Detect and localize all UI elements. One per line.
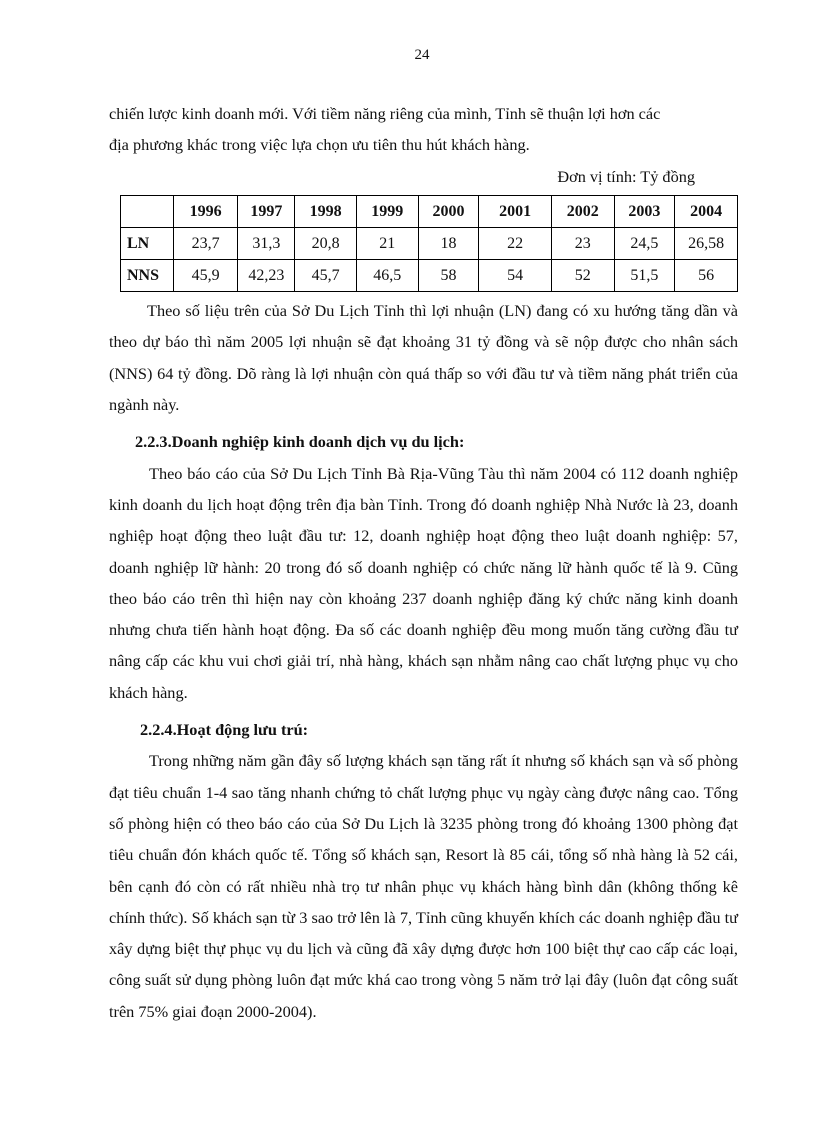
table-cell: 22 bbox=[479, 228, 552, 260]
table-cell: 51,5 bbox=[614, 260, 675, 292]
table-cell: 24,5 bbox=[614, 228, 675, 260]
table-row bbox=[121, 228, 738, 260]
table-cell: 21 bbox=[356, 228, 418, 260]
year-header: 2002 bbox=[551, 195, 614, 227]
table-cell: 54 bbox=[479, 260, 552, 292]
year-header: 1996 bbox=[173, 195, 238, 227]
table-header-row bbox=[121, 195, 738, 227]
table-cell: 42,23 bbox=[238, 260, 295, 292]
year-header: 2001 bbox=[479, 195, 552, 227]
table-cell: 56 bbox=[675, 260, 738, 292]
profit-table bbox=[120, 195, 738, 292]
row-label-ln: LN bbox=[121, 228, 174, 260]
year-header: 1998 bbox=[295, 195, 357, 227]
page-number: 24 bbox=[414, 47, 430, 63]
table-cell: 20,8 bbox=[295, 228, 357, 260]
profit-paragraph: Theo số liệu trên của Sở Du Lịch Tỉnh thì lợi nhuận (LN) đang có xu hướng tăng dần và theo dự báo thì năm 2005 lợi nhuận sẽ đạt khoảng 31 tỷ đồng và sẽ nộp được cho nhân sách (NNS) 64 tỷ đồng. Dõ ràng là lợi nhuận còn quá thấp so với đầu tư và tiềm năng phát triển của ngành này. bbox=[109, 301, 738, 415]
table-cell: 52 bbox=[551, 260, 614, 292]
section-heading-2-2-3: 2.2.3.Doanh nghiệp kinh doanh dịch vụ du lịch: bbox=[135, 432, 465, 452]
intro-line-2: địa phương khác trong việc lựa chọn ưu tiên thu hút khách hàng. bbox=[109, 135, 530, 155]
table-cell: 45,9 bbox=[173, 260, 238, 292]
table-cell: 46,5 bbox=[356, 260, 418, 292]
table-corner-cell bbox=[121, 195, 174, 227]
year-header: 1999 bbox=[356, 195, 418, 227]
year-header: 1997 bbox=[238, 195, 295, 227]
table-cell: 23 bbox=[551, 228, 614, 260]
section-2-2-4-paragraph: Trong những năm gần đây số lượng khách sạn tăng rất ít nhưng số khách sạn và số phòng đạt tiêu chuẩn 1-4 sao tăng nhanh chứng tỏ chất lượng phục vụ ngày càng được nâng cao. Tổng số phòng hiện có theo báo cáo của Sở Du Lịch là 3235 phòng trong đó khoảng 1300 phòng đạt tiêu chuẩn đón khách quốc tế. Tổng số khách sạn, Resort là 85 cái, tổng số nhà hàng là 52 cái, bên cạnh đó còn có rất nhiều nhà trọ tư nhân phục vụ khách hàng bình dân (không thống kê chính thức). Số khách sạn từ 3 sao trở lên là 7, Tỉnh cũng khuyến khích các doanh nghiệp đầu tư xây dựng biệt thự phục vụ du lịch và cũng đã xây dựng được hơn 100 biệt thự cao cấp các loại, công suất sử dụng phòng luôn đạt mức khá cao trong vòng 5 năm trở lại đây (luôn đạt công suất trên 75% giai đoạn 2000-2004). bbox=[109, 751, 738, 1021]
table-cell: 45,7 bbox=[295, 260, 357, 292]
year-header: 2000 bbox=[418, 195, 479, 227]
table-cell: 23,7 bbox=[173, 228, 238, 260]
table-cell: 18 bbox=[418, 228, 479, 260]
year-header: 2003 bbox=[614, 195, 675, 227]
row-label-nns: NNS bbox=[121, 260, 174, 292]
table-row bbox=[121, 260, 738, 292]
document-body bbox=[109, 98, 738, 1027]
table-cell: 31,3 bbox=[238, 228, 295, 260]
section-2-2-3-paragraph: Theo báo cáo của Sở Du Lịch Tỉnh Bà Rịa-Vũng Tàu thì năm 2004 có 112 doanh nghiệp kinh doanh du lịch hoạt động trên địa bàn Tỉnh. Trong đó doanh nghiệp Nhà Nước là 23, doanh nghiệp hoạt động theo luật đầu tư: 12, doanh nghiệp hoạt động theo luật doanh nghiệp: 57, doanh nghiệp lữ hành: 20 trong đó số doanh nghiệp có chức năng lữ hành quốc tế là 9. Cũng theo báo cáo trên thì hiện nay còn khoảng 237 doanh nghiệp đăng ký chức năng kinh doanh nhưng chưa tiến hành hoạt động. Đa số các doanh nghiệp đều mong muốn tăng cường đầu tư nâng cấp các khu vui chơi giải trí, nhà hàng, khách sạn nhằm nâng cao chất lượng phục vụ cho khách hàng. bbox=[109, 463, 738, 702]
year-header: 2004 bbox=[675, 195, 738, 227]
unit-label: Đơn vị tính: Tỷ đồng bbox=[557, 166, 695, 186]
table-cell: 58 bbox=[418, 260, 479, 292]
intro-line-1: chiến lược kinh doanh mới. Với tiềm năng riêng của mình, Tỉnh sẽ thuận lợi hơn các bbox=[109, 104, 661, 123]
table-cell: 26,58 bbox=[675, 228, 738, 260]
section-heading-2-2-4: 2.2.4.Hoạt động lưu trú: bbox=[140, 720, 309, 740]
